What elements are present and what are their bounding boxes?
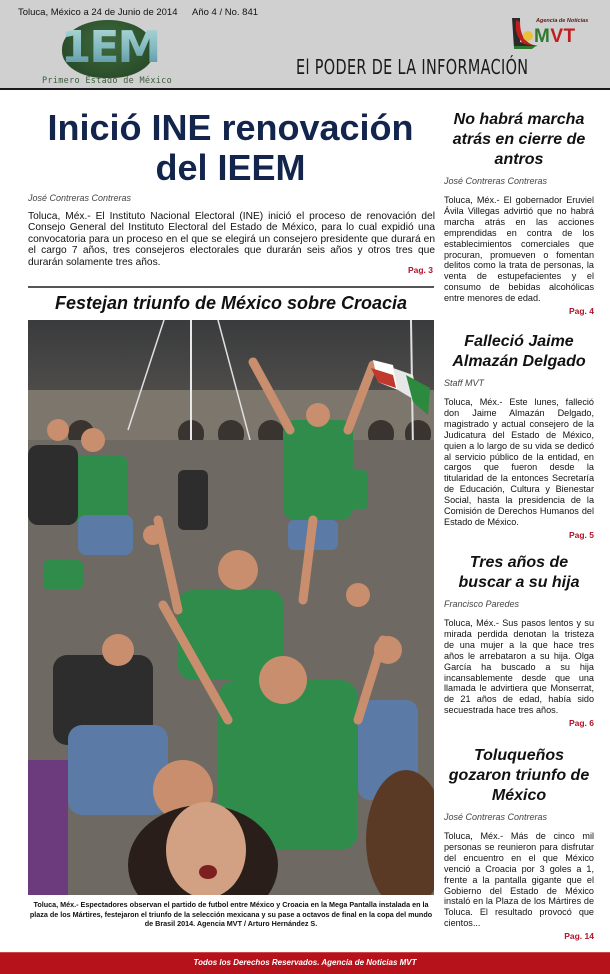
issue-number: Año 4 / No. 841 — [192, 7, 259, 18]
side-headline[interactable]: Tres años de buscar a su hija — [458, 554, 580, 591]
side-page-ref[interactable]: Pag. 14 — [564, 931, 594, 942]
dateline: Toluca, México a 24 de Junio de 2014 — [18, 7, 178, 18]
agency-letters — [534, 26, 576, 48]
photo-headline[interactable]: Festejan triunfo de México sobre Croacia — [54, 293, 408, 313]
agency-letters-vt: VT — [550, 26, 576, 47]
side-story-4 — [444, 746, 594, 941]
side-page-ref[interactable]: Pag. 5 — [568, 529, 594, 540]
side-story-2 — [444, 332, 594, 540]
photo-caption: Toluca, Méx.- Espectadores observan el partido de futbol entre México y Croacia en la Mega Pantalla instalada en la plaza de los Mártires, festejaron el triunfo de la selección mexicana y su pase a octavos de final en la copa del mundo de Brasil 2014. Agencia MVT / Arturo Hernández S. — [29, 900, 433, 928]
side-byline: José Contreras Contreras — [444, 176, 548, 186]
side-byline: José Contreras Contreras — [444, 812, 548, 822]
lead-page-ref[interactable]: Pag. 3 — [407, 265, 433, 275]
side-headline[interactable]: Falleció Jaime Almazán Delgado — [452, 333, 586, 370]
side-story-1 — [444, 110, 594, 316]
agency-logo[interactable] — [506, 14, 606, 52]
side-body: Toluca, Méx.- Más de cinco mil personas se reunieron para disfrutar del encuentro en el que México venció a Croacia por 3 goles a 1, frente a la pantalla gigante que el Gobierno del Estado de México instaló en la Plaza de los Mártires de Toluca. El resultado provocó que cientos... — [444, 831, 594, 929]
celebration-photo — [28, 320, 434, 895]
side-page-ref[interactable]: Pag. 4 — [568, 306, 594, 317]
agency-label: Agencia de Noticias — [536, 18, 589, 24]
side-body: Toluca, Méx.- El gobernador Eruviel Ávila Villegas advirtió que no habrá marcha atrás en las acciones emprendidas en contra de los establecimientos comerciales que procuran, promueven o fomentan delitos como la trata de personas, la venta de estupefacientes y el consumo de bebidas alcohólicas entre menores de edad. — [444, 195, 594, 304]
agency-letter-m: M — [534, 26, 551, 47]
crowd-photo-illustration — [28, 320, 434, 895]
footer-bar — [0, 952, 610, 974]
lead-byline: José Contreras Contreras — [28, 193, 132, 203]
newspaper-logo[interactable] — [40, 20, 180, 78]
side-body: Toluca, Méx.- Este lunes, falleció don Jaime Almazán Delgado, magistrado y actual consejero de la Judicatura del Estado de México, quien a lo largo de su vida se dedicó al servicio público de la entidad, en cargos que fueron desde la titularidad de la entonces Secretaría de Educación, Cultura y Bienestar Social, hasta la presidencia de la Comisión de Derechos Humanos del Estado de México. — [444, 397, 594, 527]
section-divider — [28, 286, 434, 288]
masthead — [0, 0, 610, 90]
side-story-3 — [444, 553, 594, 728]
lead-headline[interactable]: Inició INE renovación del IEEM — [47, 107, 414, 188]
side-byline: Francisco Paredes — [444, 599, 520, 609]
side-page-ref[interactable]: Pag. 6 — [568, 718, 594, 729]
side-body: Toluca, Méx.- Sus pasos lentos y su mirada perdida denotan la tristeza de una mujer a la que hace tres años le arrebataron a su hija. Olga García ha buscado a su hija incansablemente desde que una llamada le advirtiera que Monserrat, de 21 años de edad, había sido secuestrada hace tres años. — [444, 618, 594, 716]
copyright-notice: Todos los Derechos Reservados. Agencia de Noticias MVT — [193, 958, 417, 967]
logo-subtitle: Primero Estado de México — [42, 76, 173, 86]
side-headline[interactable]: Toluqueños gozaron triunfo de México — [448, 747, 590, 804]
side-headline[interactable]: No habrá marcha atrás en cierre de antros — [452, 111, 586, 168]
logo-text: 1EM — [40, 22, 180, 73]
tagline: El PODER DE LA INFORMACIÓN — [296, 55, 529, 79]
lead-body: Toluca, Méx.- El Instituto Nacional Electoral (INE) inició el proceso de renovación del Consejo General del Instituto Electoral del Estado de México, para lo cual expidió una convocatoria para un proceso en el que se elegirá un consejero presidente que durará en el cargo 7 años, tres consejeros electorales que durarán seis años y otros tres que durarán solamente tres años. — [28, 211, 435, 268]
side-byline: Staff MVT — [444, 378, 485, 388]
